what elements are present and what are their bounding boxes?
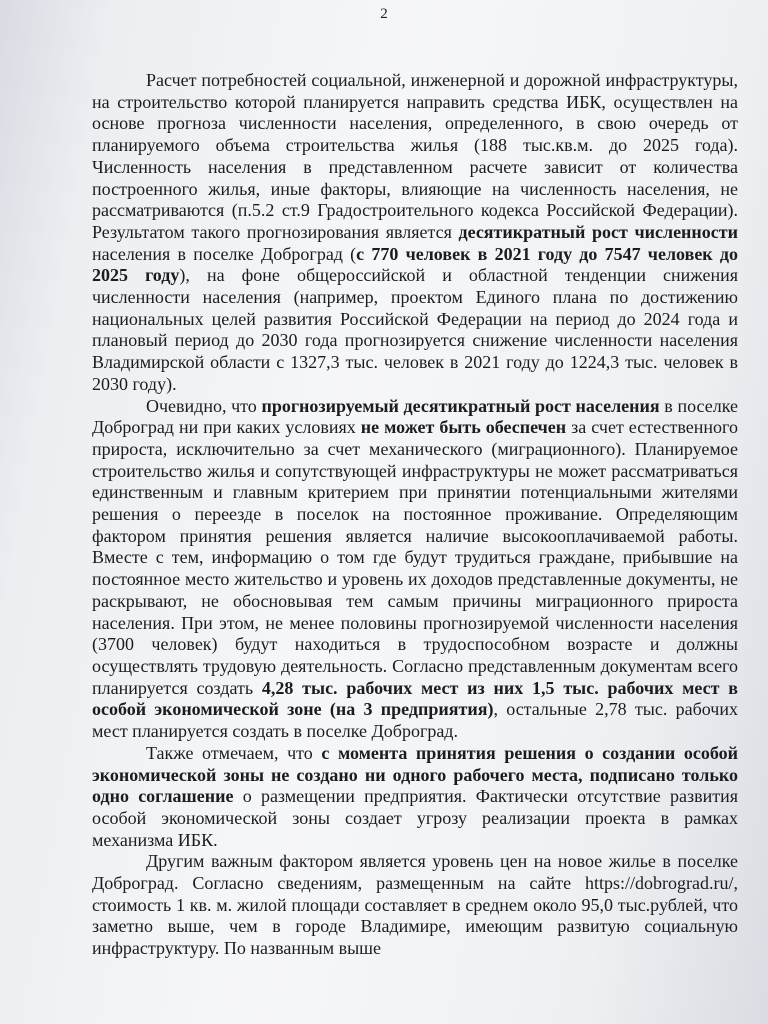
paragraph-economic-zone (92, 743, 738, 852)
text-run: населения в поселке Доброград ( (92, 243, 357, 264)
emphasized-text: с момента принятия решения о создании особой экономической зоны не создано ни одного рабочего места, подписано только одно соглашение (92, 742, 738, 807)
text-run: , остальные 2,78 тыс. рабочих мест планируется создать в поселке Доброград. (92, 699, 738, 742)
text-run: Очевидно, что (146, 395, 262, 416)
text-run: Также отмечаем, что (146, 742, 322, 763)
page-number: 2 (380, 6, 388, 22)
emphasized-text: 4,28 тыс. рабочих мест из них 1,5 тыс. рабочих мест в особой экономической зоне (на 3 предприятия) (92, 677, 738, 720)
emphasized-text: десятикратный рост численности (458, 221, 738, 242)
paragraph-housing-prices (92, 851, 738, 960)
document-body (92, 70, 738, 960)
emphasized-text: прогнозируемый десятикратный рост населения (261, 395, 660, 416)
emphasized-text: с 770 человек в 2021 году до 7547 человек до 2025 году (92, 243, 738, 286)
text-run: Расчет потребностей социальной, инженерной и дорожной инфраструктуры, на строительство которой планируется направить средства ИБК, осуществлен на основе прогноза численности населения, определенного, в свою очередь от планируемого объема строительства жилья (188 тыс.кв.м. до 2025 года). Численность населения в представленном расчете зависит от количества построенного жилья, иные факторы, влияющие на численность населения, не рассматриваются (п.5.2 ст.9 Градостроительного кодекса Российской Федерации). Результатом такого прогнозирования является (92, 70, 738, 242)
paragraph-population-growth (92, 396, 738, 743)
text-run: ), на фоне общероссийской и областной тенденции снижения численности населения (например, проектом Единого плана по достижению национальных целей развития Российской Федерации на период до 2024 года и плановый период до 2030 года прогнозируется снижение численности населения Владимирской области с 1327,3 тыс. человек в 2021 году до 1224,3 тыс. человек в 2030 году). (92, 265, 739, 394)
text-run: о размещении предприятия. Фактически отсутствие развития особой экономической зоны создает угрозу реализации проекта в рамках механизма ИБК. (92, 786, 738, 850)
text-run: за счет естественного прироста, исключительно за счет механического (миграционного). Планируемое строительство жилья и сопутствующей инфраструктуры не может рассматриваться единственным и главным критерием при принятии потенциальными жителями решения о переезде в поселок на постоянное проживание. Определяющим фактором принятия решения является наличие высокооплачиваемой работы. Вместе с тем, информацию о том где будут трудиться граждане, прибывшие на постоянное место жительство и уровень их доходов представленные документы, не раскрывают, не обосновывая тем самым причины миграционного прироста населения. При этом, не менее половины прогнозируемой численности населения (3700 человек) будут находиться в трудоспособном возрасте и должны осуществлять трудовую деятельность. Согласно представленным документам всего планируется создать (92, 417, 738, 698)
paragraph-infrastructure-calculation (92, 70, 738, 396)
emphasized-text: не может быть обеспечен (360, 417, 567, 438)
text-run: Другим важным фактором является уровень цен на новое жилье в поселке Доброград. Согласно сведениям, размещенным на сайте https://dobrograd.ru/, стоимость 1 кв. м. жилой площади составляет в среднем около 95,0 тыс.рублей, что заметно выше, чем в городе Владимире, имеющим развитую социальную инфраструктуру. По названным выше (92, 851, 738, 959)
text-run: в поселке Доброград ни при каких условиях (92, 395, 739, 438)
